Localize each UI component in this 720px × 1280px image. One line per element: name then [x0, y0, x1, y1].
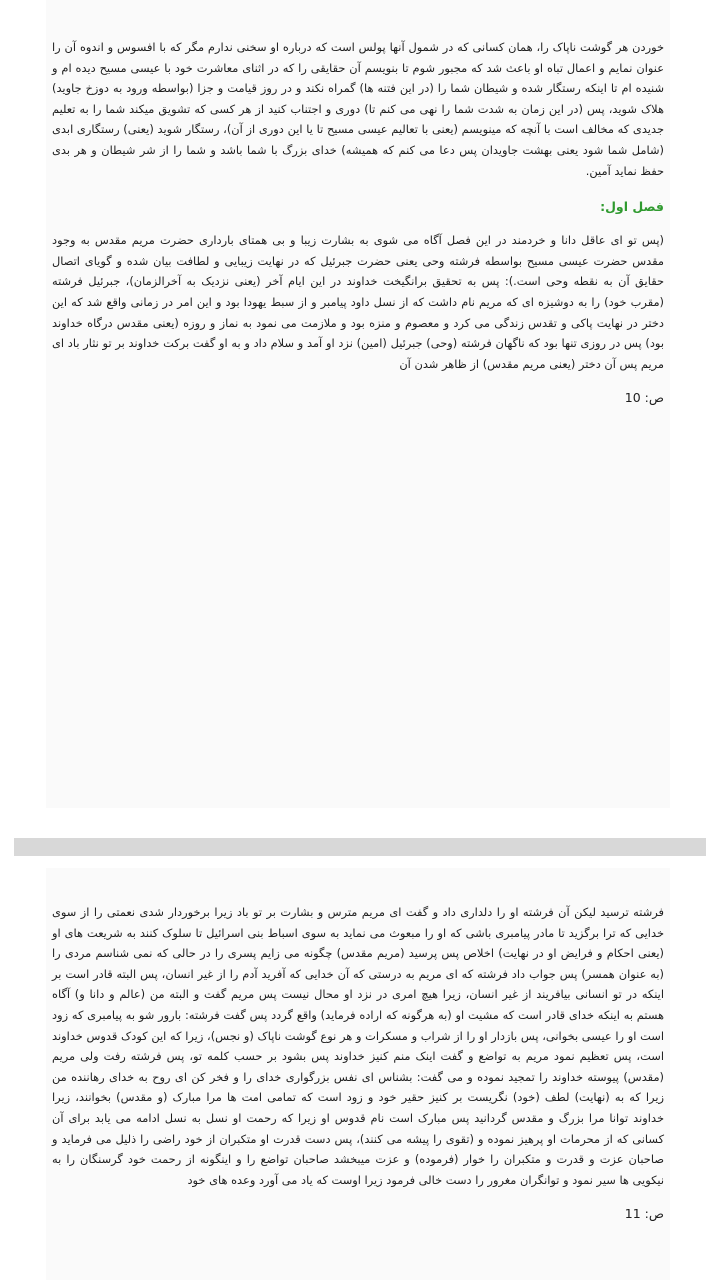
book-page-10 — [46, 0, 670, 808]
book-page-11 — [46, 868, 670, 1280]
chapter-paragraph: (پس تو ای عاقل دانا و خردمند در این فصل آگاه می شوی به بشارت زیبا و بی همتای بارداری حضرت مریم مقدس به وجود مقدس حضرت عیسی مسیح بواسطه فرشته وحی یعنی حضرت جبرئیل که در نهایت زیبایی و لطافت بیان شده و گویای اتصال حقایق آن به نقطه وحی است.): پس به تحقیق برانگیخت خداوند در این ایام آخر (یعنی نزدیک به آخرالزمان)، جبرئیل فرشته (مقرب خود) را به دوشیزه ای که مریم نام داشت که از نسل داود پیامبر و از سبط یهودا بود و این امر در زمانی واقع شد که این دختر در نهایت پاکی و تقدس زندگی می کرد و معصوم و منزه بود و ملازمت می نمود به نماز و روزه (یعنی مقدس درگاه خداوند بود) پس در روزی تنها بود که ناگهان فرشته (وحی) جبرئیل (امین) نزد او آمد و سلام داد و به او گفت برکت خداوند بر تو نثار باد ای مریم پس آن دختر (یعنی مریم مقدس) از ظاهر شدن آن — [52, 233, 664, 371]
body-paragraph: فرشته ترسید لیکن آن فرشته او را دلداری داد و گفت ای مریم مترس و بشارت بر تو باد زیرا برخوردار شدی نعمتی را از سوی خدایی که ترا برگزید تا مادر پیامبری باشی که او را مبعوث می نماید به سوی اسباط بنی اسرائیل تا سلوک کنند به شریعت های او (یعنی احکام و فرایض او در نهایت) اخلاص پس پرسید (مریم مقدس) چگونه می زایم پسری را در حالی که نمی شناسم مردی را (به عنوان همسر) پس جواب داد فرشته که ای مریم به درستی که آن خدایی که آفرید آدم را از غیر انسان، پس البته قادر است بر اینکه در تو انسانی بیافریند از غیر انسان، زیرا هیچ امری در نزد او محال نیست پس مریم گفت و البته من (عالم و دانا و) آگاه هستم به اینکه خدای قادر است که مشیت او (به هرگونه که اراده فرماید) واقع گردد پس گفت فرشته: بارور شو به پیامبری که زود است او را عیسی بخوانی، پس بازدار او را از شراب و مسکرات و هر نوع گوشت ناپاک (و نجس)، زیرا که این کودک قدوس خداوند است، پس تعظیم نمود مریم به تواضع و گفت اینک منم کنیز خداوند پس بشود بر حسب کلمه تو، پس فرشته رفت ولی مریم (مقدس) پیوسته خداوند را تمجید نموده و می گفت: بشناس ای نفس بزرگواری خدای را و فخر کن ای روح به خدای رهاننده من زیرا که به (نهایت) لطف (خود) نگریست بر کنیز حقیر خود و زود است که تمامی امت ها مرا مبارک (و مقدس) بخوانند، زیرا خداوند توانا مرا بزرگ و مقدس گردانید پس مبارک است نام قدوس او زیرا که رحمت او نسل به نسل ادامه می یابد برای آن کسانی که از محرمات او پرهیز نموده و (تقوی را پیشه می کنند)، پس دست قدرت او متکبران از خود راضی را ذلیل می فرماید و صاحبان عزت و قدرت و متکبران را خوار (فرموده) و عزت میبخشد صاحبان تواضع را و اینگونه از رحمت خود گرسنگان را به نیکویی ها سیر نمود و توانگران مغرور را دست خالی فرمود زیرا اوست که یاد می آورد وعده های خود — [52, 905, 664, 1187]
chapter-heading: فصل اول: — [600, 199, 664, 215]
page-divider — [14, 838, 706, 856]
intro-paragraph: خوردن هر گوشت ناپاک را، همان کسانی که در شمول آنها پولس است که درباره او سخنی ندارم مگر که با افسوس و اندوه آن را عنوان نمایم و اعمال تباه او باعث شد که مجبور شوم تا بنویسم آن حقایقی را که در اثنای معاشرت خود با عیسی مسیح دیده ام و شنیده ام تا اینکه رستگار شده و شیطان شما را (در این فتنه ها) گمراه نکند و در روز قیامت و جزا (بواسطه ورود به دوزخ جاوید) هلاک شوید، پس (در این زمان به شدت شما را نهی می کنم تا) دوری و اجتناب کنید از هر کسی که تشویق میکند شما را به تعلیم جدیدی که مخالف است با آنچه که مینویسم (یعنی با تعالیم عیسی مسیح تا یا این دوری از آن)، رستگار شوید (یعنی) رستگاری ابدی (شامل شما شود یعنی بهشت جاویدان پس دعا می کنم که همیشه) خدای بزرگ با شما باشد و شما را از شر شیطان و هر بدی حفظ نماید آمین. — [52, 40, 664, 178]
page-number: ص: 11 — [624, 1206, 664, 1222]
page-number: ص: 10 — [624, 390, 664, 406]
